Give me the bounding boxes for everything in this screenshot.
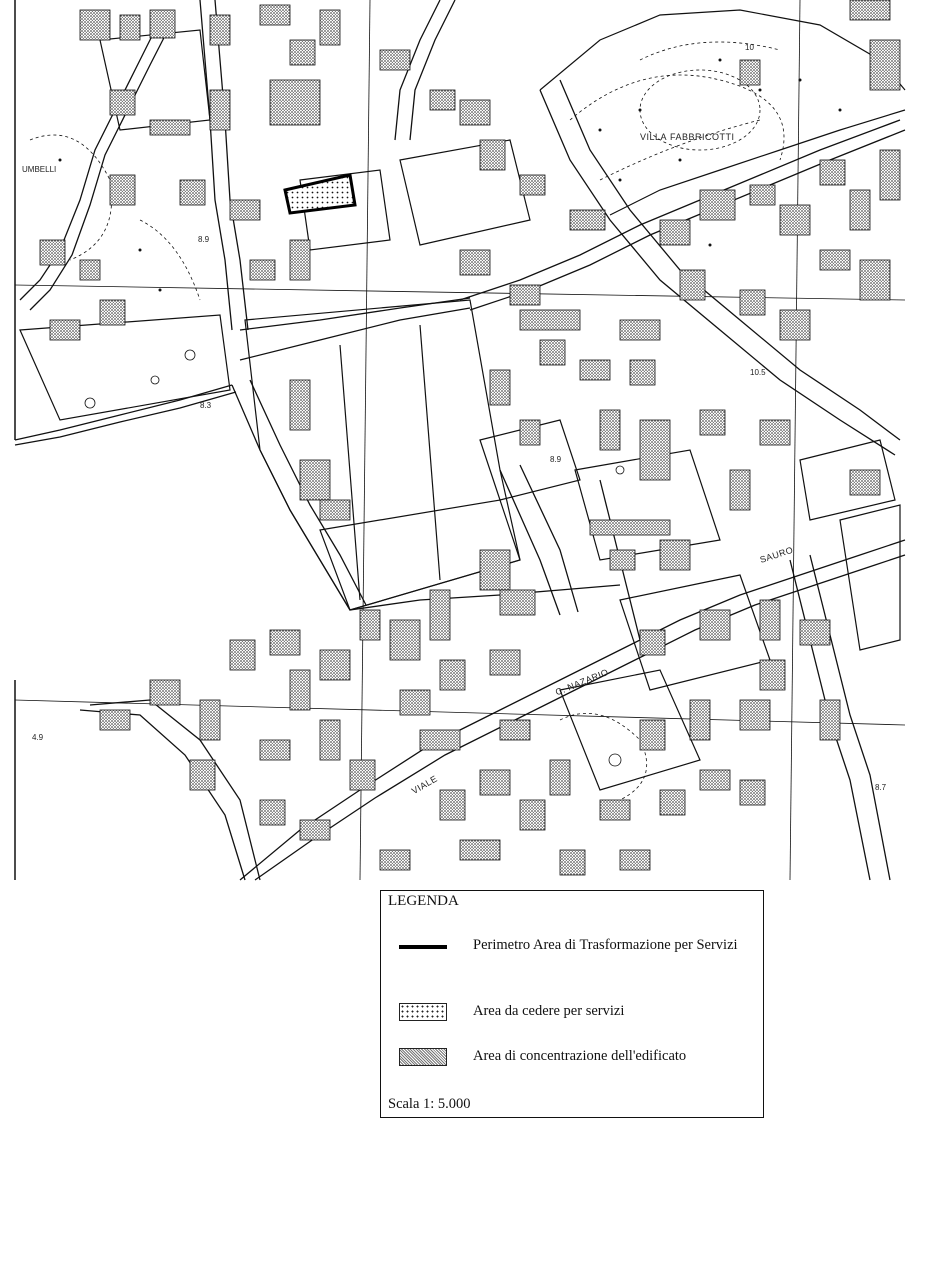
park-paths	[30, 42, 784, 800]
label-fabbricotti: FABBRICOTTI	[670, 132, 735, 142]
label-height-89a: 8.9	[198, 235, 210, 244]
label-height-49: 4.9	[32, 733, 44, 742]
legend-item-label: Area di concentrazione dell'edificato	[473, 1048, 687, 1064]
thick-line-symbol-icon	[399, 945, 447, 949]
legend-title: LEGENDA	[388, 893, 459, 909]
label-height-10: 10	[745, 43, 754, 52]
legend-item-label: Area da cedere per servizi	[473, 1003, 625, 1019]
label-height-89b: 8.9	[550, 455, 562, 464]
legend-item-label: Perimetro Area di Trasformazione per Servizi	[473, 937, 738, 953]
dotted-area-symbol-icon	[399, 1003, 447, 1021]
label-villa: VILLA	[640, 132, 668, 142]
label-height-105: 10.5	[750, 368, 766, 377]
label-height-83: 8.3	[200, 401, 212, 410]
service-area-dotted	[285, 175, 355, 213]
shaded-area-symbol-icon	[399, 1048, 447, 1066]
label-viale: VIALE	[409, 773, 440, 797]
label-sauro: SAURO	[758, 544, 795, 565]
label-umbelli: UMBELLI	[22, 165, 57, 174]
buildings	[40, 0, 900, 875]
label-nazario: C. NAZARIO	[553, 666, 610, 698]
label-height-87: 8.7	[875, 783, 887, 792]
legend-box	[380, 890, 764, 1118]
scale-text: Scala 1: 5.000	[388, 1096, 471, 1112]
